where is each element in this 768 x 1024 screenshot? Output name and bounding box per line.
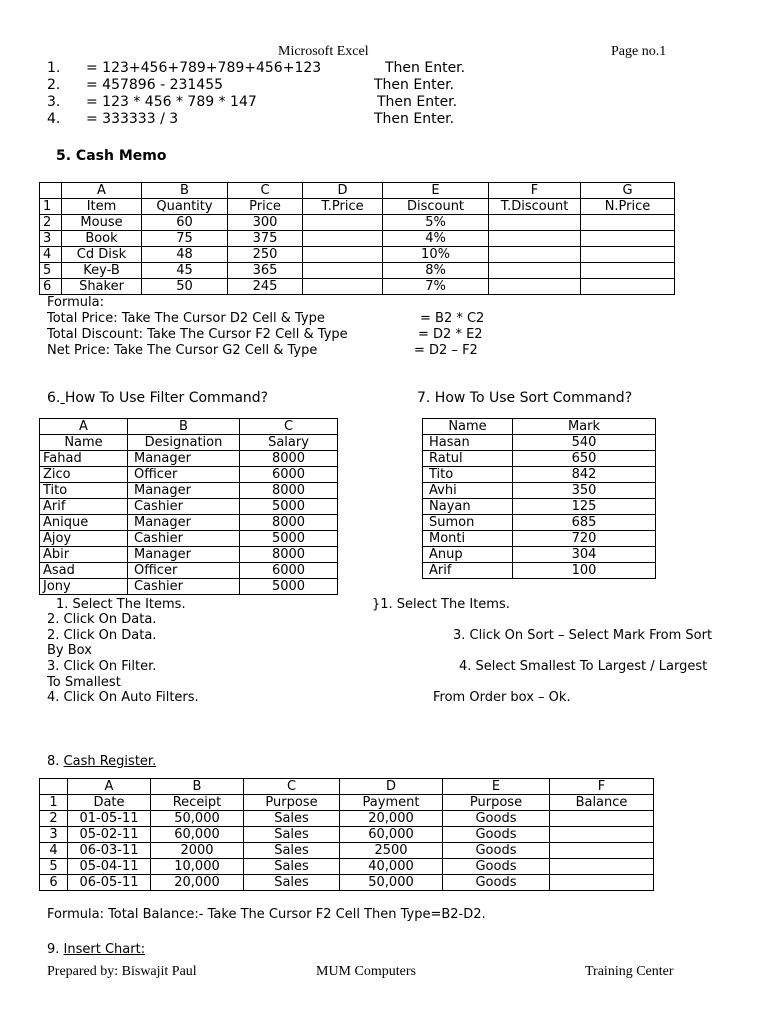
cell bbox=[303, 231, 383, 247]
table-header-row bbox=[423, 419, 656, 435]
insert-chart-heading bbox=[47, 942, 145, 958]
table-row bbox=[40, 579, 338, 595]
cell: 8000 bbox=[240, 515, 338, 531]
filter-step: 2. Click On Data. bbox=[47, 628, 157, 643]
table-row bbox=[40, 247, 675, 263]
cell: 75 bbox=[142, 231, 228, 247]
cell: Receipt bbox=[151, 795, 244, 811]
filter-heading bbox=[47, 390, 268, 406]
step-formula: = 123 * 456 * 789 * 147 bbox=[86, 94, 257, 110]
cell: Hasan bbox=[423, 435, 513, 451]
cell: Payment bbox=[340, 795, 443, 811]
cell: 05-04-11 bbox=[68, 859, 151, 875]
cell: Fahad bbox=[40, 451, 128, 467]
cell: 5000 bbox=[240, 579, 338, 595]
column-letter: B bbox=[151, 779, 244, 795]
table-row bbox=[40, 827, 654, 843]
column-letter: B bbox=[142, 183, 228, 199]
table-header-row bbox=[40, 435, 338, 451]
filter-step: 3. Click On Filter. bbox=[47, 659, 157, 674]
cell: Manager bbox=[128, 515, 240, 531]
cell bbox=[489, 263, 581, 279]
cell: Tito bbox=[423, 467, 513, 483]
cell: Goods bbox=[443, 859, 550, 875]
cell: Arif bbox=[40, 499, 128, 515]
cell: Goods bbox=[443, 811, 550, 827]
table-row bbox=[40, 483, 338, 499]
cell: Cashier bbox=[128, 499, 240, 515]
cell: Arif bbox=[423, 563, 513, 579]
cell: Sales bbox=[244, 875, 340, 891]
cell: Monti bbox=[423, 531, 513, 547]
step-action: Then Enter. bbox=[374, 111, 455, 127]
row-number: 6 bbox=[40, 279, 62, 295]
cell: Officer bbox=[128, 563, 240, 579]
cell: 250 bbox=[228, 247, 303, 263]
cell: 01-05-11 bbox=[68, 811, 151, 827]
column-letter: B bbox=[128, 419, 240, 435]
cell: 10% bbox=[383, 247, 489, 263]
cell: 60,000 bbox=[340, 827, 443, 843]
cell: 350 bbox=[513, 483, 656, 499]
formula-value: = D2 – F2 bbox=[414, 343, 478, 358]
cell: 8000 bbox=[240, 547, 338, 563]
sort-step: 3. Click On Sort – Select Mark From Sort bbox=[453, 628, 713, 643]
table-row bbox=[423, 435, 656, 451]
cell bbox=[303, 247, 383, 263]
cell: Goods bbox=[443, 843, 550, 859]
column-header: Designation bbox=[128, 435, 240, 451]
column-letter: A bbox=[62, 183, 142, 199]
cell: N.Price bbox=[581, 199, 675, 215]
table-row bbox=[40, 279, 675, 295]
column-letter: C bbox=[240, 419, 338, 435]
cell: 2500 bbox=[340, 843, 443, 859]
table-row bbox=[40, 563, 338, 579]
table-row bbox=[423, 499, 656, 515]
table-row bbox=[40, 231, 675, 247]
cell: 10,000 bbox=[151, 859, 244, 875]
cell: Cashier bbox=[128, 579, 240, 595]
cell: 375 bbox=[228, 231, 303, 247]
cell: Sales bbox=[244, 827, 340, 843]
footer-training-center: Training Center bbox=[585, 964, 674, 979]
column-letter: C bbox=[228, 183, 303, 199]
column-letter: D bbox=[303, 183, 383, 199]
step-action: Then Enter. bbox=[374, 77, 455, 93]
cash-register-table bbox=[39, 778, 654, 891]
column-header: Mark bbox=[513, 419, 656, 435]
cell: 8000 bbox=[240, 451, 338, 467]
cell: Goods bbox=[443, 875, 550, 891]
cell: 8000 bbox=[240, 483, 338, 499]
table-row bbox=[423, 531, 656, 547]
insert-chart-heading-number: 9. bbox=[47, 942, 64, 957]
cell: Item bbox=[62, 199, 142, 215]
cell: 60,000 bbox=[151, 827, 244, 843]
row-number: 5 bbox=[40, 263, 62, 279]
cell: Sales bbox=[244, 859, 340, 875]
cell: Tito bbox=[40, 483, 128, 499]
cell: Balance bbox=[550, 795, 654, 811]
table-row bbox=[40, 515, 338, 531]
table-row bbox=[423, 483, 656, 499]
formula-value: = D2 * E2 bbox=[418, 327, 483, 342]
step-action: Then Enter. bbox=[385, 60, 466, 76]
table-row bbox=[423, 515, 656, 531]
table-row bbox=[40, 811, 654, 827]
cell: 20,000 bbox=[340, 811, 443, 827]
column-letter-row bbox=[40, 183, 675, 199]
row-number: 4 bbox=[40, 247, 62, 263]
cell: 540 bbox=[513, 435, 656, 451]
column-header: Salary bbox=[240, 435, 338, 451]
cell: Sales bbox=[244, 811, 340, 827]
column-letter-row bbox=[40, 779, 654, 795]
column-letter: E bbox=[443, 779, 550, 795]
row-number: 1 bbox=[40, 795, 68, 811]
cell bbox=[550, 859, 654, 875]
table-row bbox=[40, 859, 654, 875]
footer-company: MUM Computers bbox=[316, 964, 416, 979]
table-row bbox=[40, 843, 654, 859]
sort-table bbox=[422, 418, 656, 579]
footer-prepared-by: Prepared by: Biswajit Paul bbox=[47, 964, 197, 979]
cell bbox=[489, 231, 581, 247]
cell: 48 bbox=[142, 247, 228, 263]
cell bbox=[581, 263, 675, 279]
column-header: Name bbox=[40, 435, 128, 451]
cell: Zico bbox=[40, 467, 128, 483]
cell: 45 bbox=[142, 263, 228, 279]
row-number: 3 bbox=[40, 827, 68, 843]
cell bbox=[489, 215, 581, 231]
step-action: Then Enter. bbox=[377, 94, 458, 110]
filter-heading-text: How To Use Filter Command? bbox=[64, 390, 269, 406]
cell: Cashier bbox=[128, 531, 240, 547]
cell: 650 bbox=[513, 451, 656, 467]
filter-step: To Smallest bbox=[47, 675, 121, 690]
column-letter: D bbox=[340, 779, 443, 795]
cell: 4% bbox=[383, 231, 489, 247]
cell: 60 bbox=[142, 215, 228, 231]
sort-step: From Order box – Ok. bbox=[433, 690, 571, 705]
cell bbox=[489, 279, 581, 295]
cell: 06-03-11 bbox=[68, 843, 151, 859]
cell: Ajoy bbox=[40, 531, 128, 547]
cell: Price bbox=[228, 199, 303, 215]
cell bbox=[550, 827, 654, 843]
cell bbox=[303, 279, 383, 295]
cell: 7% bbox=[383, 279, 489, 295]
cash-register-heading-number: 8. bbox=[47, 754, 64, 769]
cell bbox=[581, 279, 675, 295]
cell: Asad bbox=[40, 563, 128, 579]
cell: Abir bbox=[40, 547, 128, 563]
column-letter: A bbox=[68, 779, 151, 795]
cell: 8% bbox=[383, 263, 489, 279]
cell: 5000 bbox=[240, 499, 338, 515]
cash-register-formula: Formula: Total Balance:- Take The Cursor F2 Cell Then Type=B2-D2. bbox=[47, 907, 486, 922]
cell: 50,000 bbox=[340, 875, 443, 891]
cell: Officer bbox=[128, 467, 240, 483]
filter-step: 4. Click On Auto Filters. bbox=[47, 690, 199, 705]
cell: Sumon bbox=[423, 515, 513, 531]
row-number: 5 bbox=[40, 859, 68, 875]
table-row bbox=[40, 531, 338, 547]
cash-register-heading-text: Cash Register. bbox=[63, 754, 157, 769]
corner-cell bbox=[40, 779, 68, 795]
cell bbox=[581, 247, 675, 263]
step-number: 3. bbox=[47, 94, 61, 110]
cell: Discount bbox=[383, 199, 489, 215]
row-number: 2 bbox=[40, 811, 68, 827]
cell: 720 bbox=[513, 531, 656, 547]
cell: 5% bbox=[383, 215, 489, 231]
cell: Manager bbox=[128, 451, 240, 467]
document-title: Microsoft Excel bbox=[278, 44, 369, 59]
table-row bbox=[423, 547, 656, 563]
cell: 125 bbox=[513, 499, 656, 515]
table-row bbox=[40, 499, 338, 515]
cell: Manager bbox=[128, 547, 240, 563]
sort-step: }1. Select The Items. bbox=[372, 597, 510, 612]
column-header: Name bbox=[423, 419, 513, 435]
cell: Quantity bbox=[142, 199, 228, 215]
corner-cell bbox=[40, 183, 62, 199]
row-number: 1 bbox=[40, 199, 62, 215]
cell bbox=[550, 843, 654, 859]
cell: 685 bbox=[513, 515, 656, 531]
step-number: 2. bbox=[47, 77, 61, 93]
insert-chart-heading-text: Insert Chart: bbox=[63, 942, 146, 957]
table-row bbox=[40, 451, 338, 467]
formula-description: Total Discount: Take The Cursor F2 Cell & Type bbox=[47, 327, 348, 342]
cell: Date bbox=[68, 795, 151, 811]
filter-heading-number: 6. bbox=[47, 390, 61, 406]
column-letter: F bbox=[489, 183, 581, 199]
row-number: 6 bbox=[40, 875, 68, 891]
cell: Shaker bbox=[62, 279, 142, 295]
filter-step: By Box bbox=[47, 643, 92, 658]
cell bbox=[550, 875, 654, 891]
cash-memo-heading: 5. Cash Memo bbox=[56, 148, 167, 164]
cell: 06-05-11 bbox=[68, 875, 151, 891]
cell: Purpose bbox=[443, 795, 550, 811]
cell: Mouse bbox=[62, 215, 142, 231]
table-row bbox=[40, 199, 675, 215]
cell bbox=[581, 231, 675, 247]
step-number: 4. bbox=[47, 111, 61, 127]
table-row bbox=[423, 467, 656, 483]
filter-step: 1. Select The Items. bbox=[56, 597, 186, 612]
column-letter: C bbox=[244, 779, 340, 795]
cell: Purpose bbox=[244, 795, 340, 811]
cell: T.Discount bbox=[489, 199, 581, 215]
cell: 6000 bbox=[240, 563, 338, 579]
formula-description: Total Price: Take The Cursor D2 Cell & Type bbox=[47, 311, 325, 326]
cell: 05-02-11 bbox=[68, 827, 151, 843]
cell bbox=[489, 247, 581, 263]
row-number: 3 bbox=[40, 231, 62, 247]
table-row bbox=[40, 795, 654, 811]
column-letter: A bbox=[40, 419, 128, 435]
page-number: Page no.1 bbox=[611, 44, 667, 59]
table-row bbox=[40, 875, 654, 891]
cell: 50 bbox=[142, 279, 228, 295]
column-letter-row bbox=[40, 419, 338, 435]
column-letter: E bbox=[383, 183, 489, 199]
table-row bbox=[40, 263, 675, 279]
step-number: 1. bbox=[47, 60, 61, 76]
cell bbox=[303, 263, 383, 279]
row-number: 4 bbox=[40, 843, 68, 859]
cell bbox=[303, 215, 383, 231]
cell: 20,000 bbox=[151, 875, 244, 891]
sort-heading: 7. How To Use Sort Command? bbox=[417, 390, 633, 406]
cash-memo-table bbox=[39, 182, 675, 295]
cell: Anup bbox=[423, 547, 513, 563]
cell: Jony bbox=[40, 579, 128, 595]
column-letter: F bbox=[550, 779, 654, 795]
cell: 2000 bbox=[151, 843, 244, 859]
cell bbox=[550, 811, 654, 827]
cell: 245 bbox=[228, 279, 303, 295]
cell: 40,000 bbox=[340, 859, 443, 875]
table-row bbox=[40, 467, 338, 483]
cell: 300 bbox=[228, 215, 303, 231]
filter-step: 2. Click On Data. bbox=[47, 612, 157, 627]
cell: Key-B bbox=[62, 263, 142, 279]
cell: Manager bbox=[128, 483, 240, 499]
cell: 842 bbox=[513, 467, 656, 483]
cell bbox=[581, 215, 675, 231]
step-formula: = 457896 - 231455 bbox=[86, 77, 224, 93]
column-letter: G bbox=[581, 183, 675, 199]
cell: Nayan bbox=[423, 499, 513, 515]
filter-table bbox=[39, 418, 338, 595]
formula-label: Formula: bbox=[47, 295, 104, 310]
cell: Anique bbox=[40, 515, 128, 531]
step-formula: = 333333 / 3 bbox=[86, 111, 179, 127]
cell: 365 bbox=[228, 263, 303, 279]
cell: Avhi bbox=[423, 483, 513, 499]
formula-description: Net Price: Take The Cursor G2 Cell & Type bbox=[47, 343, 318, 358]
cell: Sales bbox=[244, 843, 340, 859]
cash-register-heading bbox=[47, 754, 156, 770]
cell: Goods bbox=[443, 827, 550, 843]
cell: 5000 bbox=[240, 531, 338, 547]
formula-value: = B2 * C2 bbox=[420, 311, 485, 326]
cell: 50,000 bbox=[151, 811, 244, 827]
cell: 6000 bbox=[240, 467, 338, 483]
cell: Cd Disk bbox=[62, 247, 142, 263]
cell: 304 bbox=[513, 547, 656, 563]
step-formula: = 123+456+789+789+456+123 bbox=[86, 60, 322, 76]
table-row bbox=[423, 563, 656, 579]
sort-step: 4. Select Smallest To Largest / Largest bbox=[459, 659, 708, 674]
cell: 100 bbox=[513, 563, 656, 579]
table-row bbox=[40, 547, 338, 563]
table-row bbox=[40, 215, 675, 231]
table-row bbox=[423, 451, 656, 467]
row-number: 2 bbox=[40, 215, 62, 231]
cell: T.Price bbox=[303, 199, 383, 215]
cell: Book bbox=[62, 231, 142, 247]
cell: Ratul bbox=[423, 451, 513, 467]
